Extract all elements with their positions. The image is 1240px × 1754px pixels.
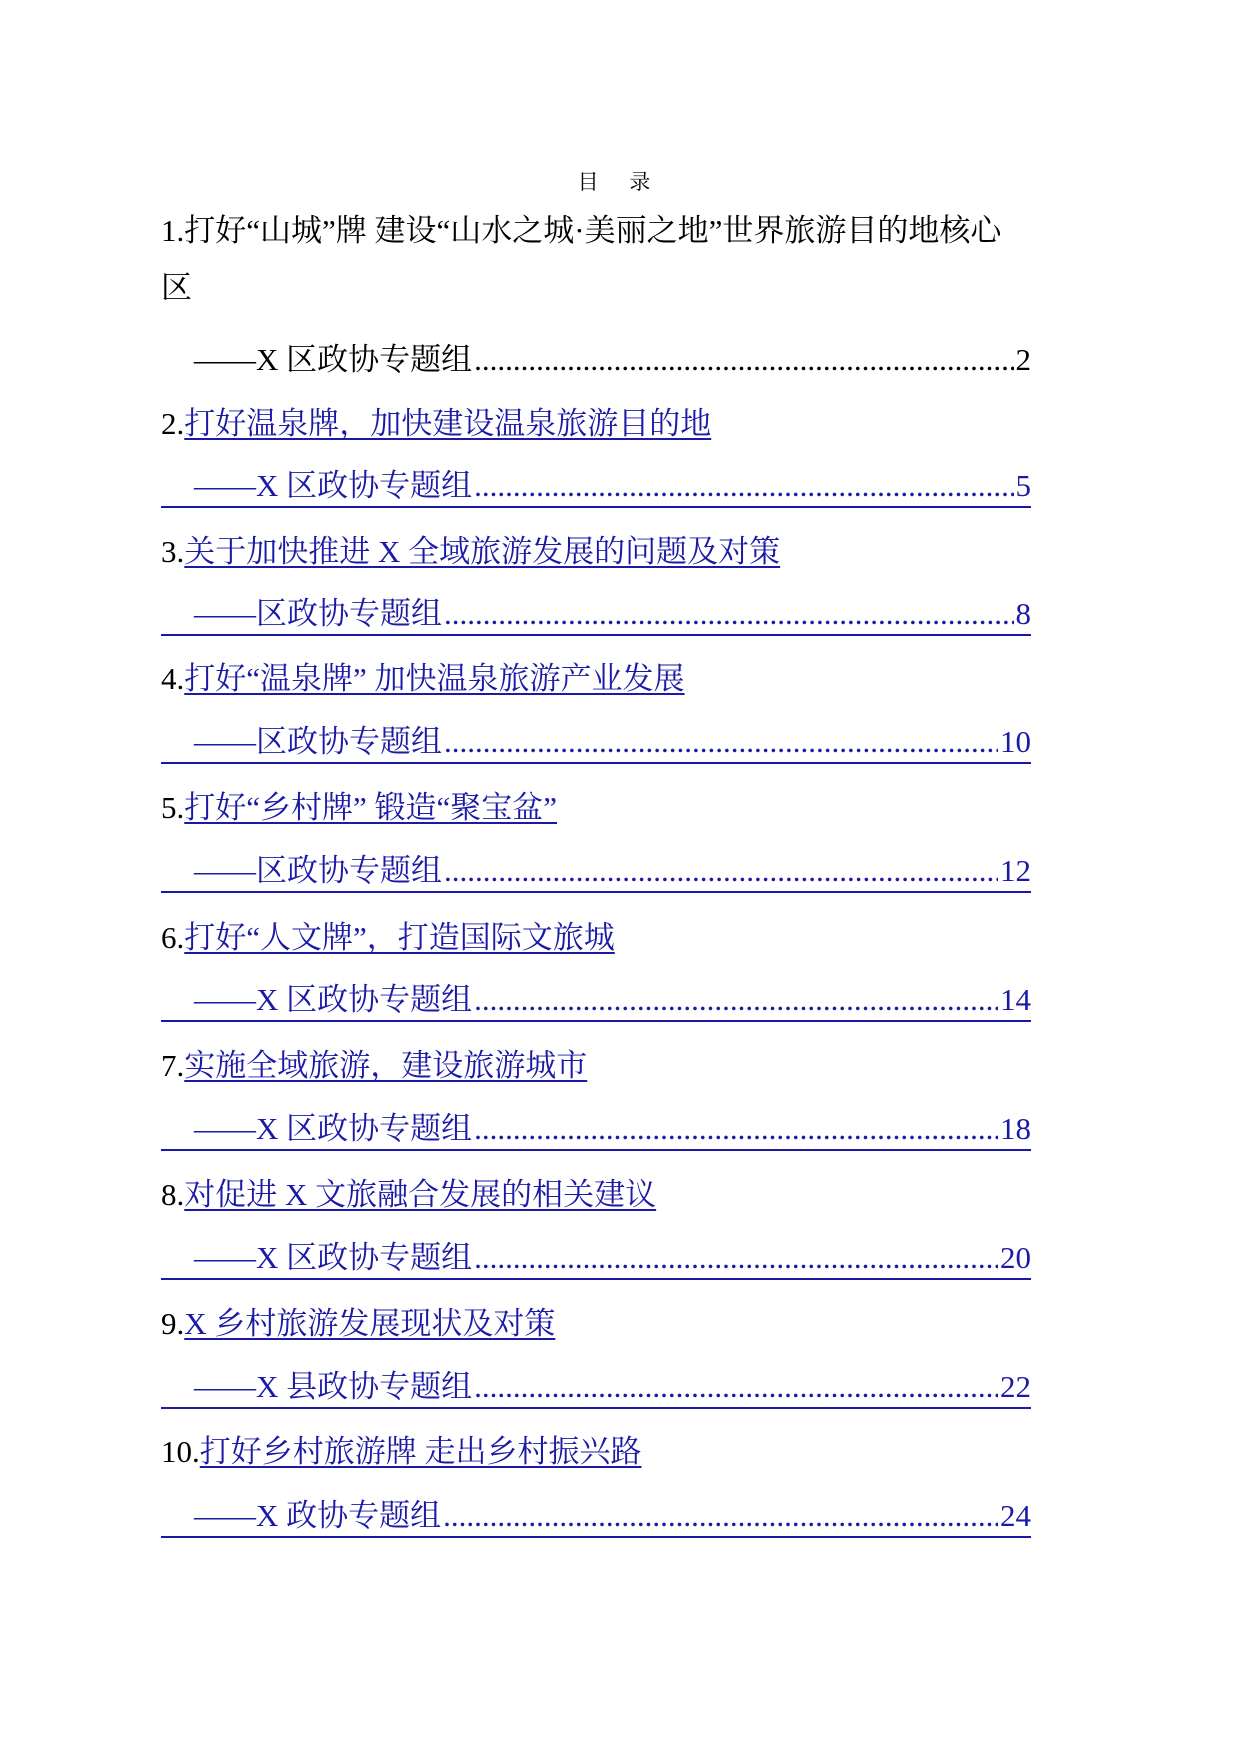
toc-entry-page: 2 <box>1015 342 1031 377</box>
toc-entry-9-title[interactable]: 9.X 乡村旅游发展现状及对策 <box>161 1306 556 1341</box>
dot-leader <box>443 1496 998 1536</box>
toc-entry-2-title[interactable]: 2.打好温泉牌，加快建设温泉旅游目的地 <box>161 406 712 441</box>
toc-entry-link[interactable]: X 乡村旅游发展现状及对策 <box>184 1306 556 1341</box>
toc-entry-1-title <box>161 211 1001 251</box>
dot-leader <box>444 594 1014 634</box>
toc-entry-link[interactable]: 打好乡村旅游牌 走出乡村振兴路 <box>199 1434 642 1469</box>
toc-entry-10-author-line[interactable]: ——X 政协专题组 ..... 24 <box>161 1496 1031 1538</box>
dot-leader <box>474 980 998 1020</box>
toc-entry-4-author-line[interactable]: ——区政协专题组 ..... 10 <box>161 722 1031 764</box>
toc-entry-1-title-cont: 区 <box>161 270 192 305</box>
dot-leader <box>474 340 1013 380</box>
toc-entry-4-title[interactable]: 4.打好“温泉牌” 加快温泉旅游产业发展 <box>161 661 685 696</box>
toc-entry-8-author-line[interactable]: ——X 区政协专题组 ..... 20 <box>161 1238 1031 1280</box>
toc-entry-link[interactable]: 对促进 X 文旅融合发展的相关建议 <box>184 1177 657 1212</box>
toc-entry-7-title[interactable]: 7.实施全域旅游，建设旅游城市 <box>161 1048 588 1083</box>
toc-entry-6-title[interactable]: 6.打好“人文牌”，打造国际文旅城 <box>161 920 615 955</box>
toc-entry-link[interactable]: 打好“人文牌”，打造国际文旅城 <box>184 920 615 955</box>
toc-entry-9-author-line[interactable]: ——X 县政协专题组 ..... 22 <box>161 1367 1031 1409</box>
toc-heading: 目 录 <box>577 170 663 194</box>
toc-entry-5-title[interactable]: 5.打好“乡村牌” 锻造“聚宝盆” <box>161 790 558 825</box>
toc-entry-2-author-line[interactable]: ——X 区政协专题组 ..... 5 <box>161 466 1031 508</box>
toc-entry-link[interactable]: 关于加快推进 X 全域旅游发展的问题及对策 <box>184 534 781 569</box>
toc-entry-10-title[interactable]: 10.打好乡村旅游牌 走出乡村振兴路 <box>161 1434 642 1469</box>
toc-entry-link[interactable]: 打好“乡村牌” 锻造“聚宝盆” <box>184 790 558 825</box>
toc-entry-8-title[interactable]: 8.对促进 X 文旅融合发展的相关建议 <box>161 1177 657 1212</box>
toc-entry-link[interactable]: 打好“温泉牌” 加快温泉旅游产业发展 <box>184 661 685 696</box>
toc-entry-title: 打好“山城”牌 建设“山水之城·美丽之地”世界旅游目的地核心 <box>184 213 1002 248</box>
toc-entry-link[interactable]: 实施全域旅游，建设旅游城市 <box>184 1048 588 1083</box>
toc-entry-number: 1. <box>161 213 185 248</box>
dot-leader <box>474 1109 998 1149</box>
dot-leader <box>444 722 998 762</box>
toc-entry-3-title[interactable]: 3.关于加快推进 X 全域旅游发展的问题及对策 <box>161 534 781 569</box>
toc-entry-3-author-line[interactable]: ——区政协专题组 ..... 8 <box>161 594 1031 636</box>
toc-entry-link[interactable]: 打好温泉牌，加快建设温泉旅游目的地 <box>184 406 712 441</box>
dot-leader <box>444 851 998 891</box>
toc-entry-5-author-line[interactable]: ——区政协专题组 ..... 12 <box>161 851 1031 893</box>
toc-entry-7-author-line[interactable]: ——X 区政协专题组 ..... 18 <box>161 1109 1031 1151</box>
toc-entry-1-author-line <box>161 340 1031 380</box>
toc-entry-author: ——X 区政协专题组 <box>194 342 473 377</box>
dot-leader <box>474 1367 998 1407</box>
dot-leader <box>474 1238 998 1278</box>
dot-leader <box>474 466 1013 506</box>
toc-entry-6-author-line[interactable]: ——X 区政协专题组 ..... 14 <box>161 980 1031 1022</box>
